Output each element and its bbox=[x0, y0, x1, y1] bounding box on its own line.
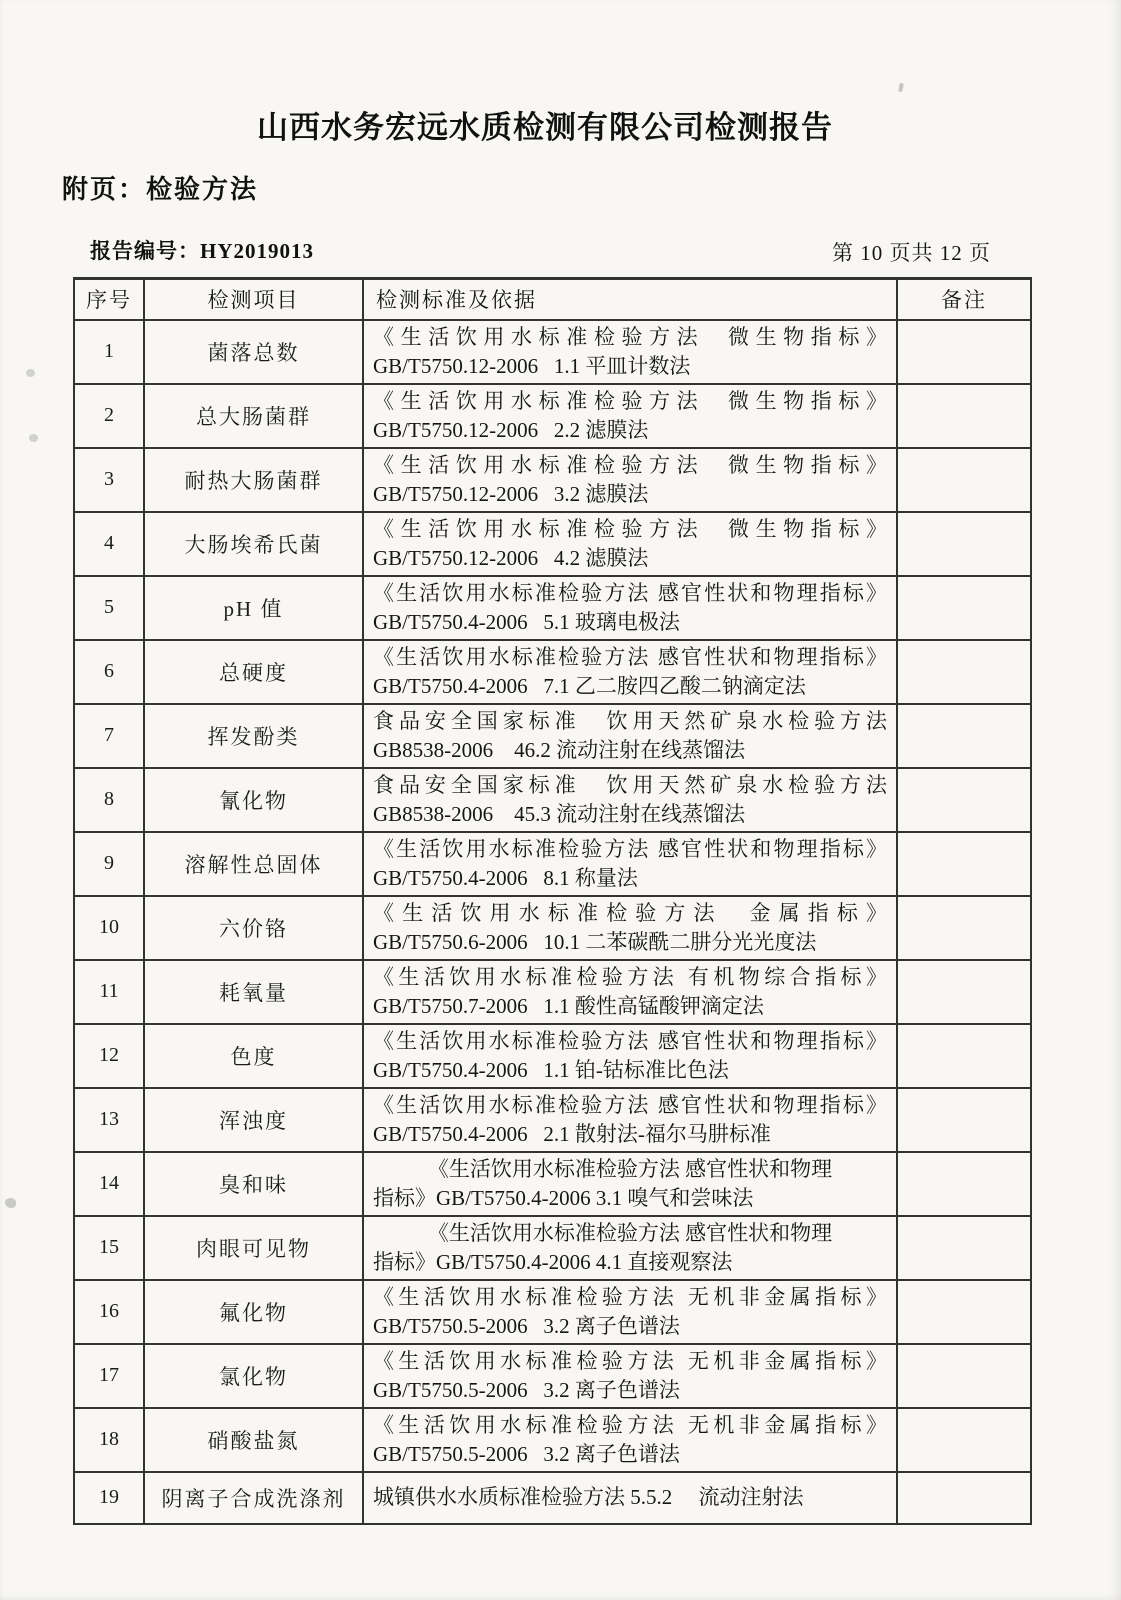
standard-line2: GB/T5750.4-2006 2.1 散射法-福尔马肼标准 bbox=[373, 1121, 771, 1146]
row-number: 9 bbox=[74, 832, 144, 896]
table-row bbox=[74, 1280, 1031, 1344]
scan-speck bbox=[26, 369, 35, 377]
test-item: 硝酸盐氮 bbox=[144, 1408, 363, 1472]
header-item: 检测项目 bbox=[144, 279, 363, 320]
test-standard bbox=[363, 320, 897, 384]
table-row bbox=[74, 576, 1031, 640]
remark-cell bbox=[897, 384, 1031, 448]
test-item: 大肠埃希氏菌 bbox=[144, 512, 363, 576]
header-remark: 备注 bbox=[897, 279, 1031, 320]
header-standard: 检测标准及依据 bbox=[363, 279, 897, 320]
standard-line2: GB/T5750.6-2006 10.1 二苯碳酰二肼分光光度法 bbox=[373, 929, 817, 954]
test-item: 肉眼可见物 bbox=[144, 1216, 363, 1280]
standard-line2: GB8538-2006 45.3 流动注射在线蒸馏法 bbox=[373, 801, 746, 826]
test-standard bbox=[363, 512, 897, 576]
standard-line2: GB8538-2006 46.2 流动注射在线蒸馏法 bbox=[373, 737, 746, 762]
standard-line1: 《生活饮用水标准检验方法 无机非金属指标》 bbox=[373, 1412, 887, 1437]
standard-line2: GB/T5750.5-2006 3.2 离子色谱法 bbox=[373, 1441, 680, 1466]
standard-line1: 《生活饮用水标准检验方法 感官性状和物理指标》 bbox=[373, 1092, 887, 1117]
table-row bbox=[74, 1024, 1031, 1088]
test-standard bbox=[363, 384, 897, 448]
remark-cell bbox=[897, 704, 1031, 768]
standard-line1: 《生活饮用水标准检验方法 金属指标》 bbox=[373, 900, 887, 925]
test-standard bbox=[363, 960, 897, 1024]
page-title: 山西水务宏远水质检测有限公司检测报告 bbox=[257, 110, 833, 145]
standard-line1: 《生活饮用水标准检验方法 感官性状和物理指标》 bbox=[373, 1028, 887, 1053]
test-item: 总硬度 bbox=[144, 640, 363, 704]
row-number: 6 bbox=[74, 640, 144, 704]
standard-line1: 《生活饮用水标准检验方法 无机非金属指标》 bbox=[373, 1284, 887, 1309]
test-standard bbox=[363, 1280, 897, 1344]
test-standard bbox=[363, 1408, 897, 1472]
test-item: pH 值 bbox=[144, 576, 363, 640]
row-number: 8 bbox=[74, 768, 144, 832]
standard-line2: GB/T5750.5-2006 3.2 离子色谱法 bbox=[373, 1377, 680, 1402]
row-number: 7 bbox=[74, 704, 144, 768]
standard-line2: GB/T5750.12-2006 3.2 滤膜法 bbox=[373, 481, 649, 506]
test-item: 菌落总数 bbox=[144, 320, 363, 384]
table-header bbox=[74, 279, 1031, 320]
test-standard bbox=[363, 896, 897, 960]
row-number: 3 bbox=[74, 448, 144, 512]
standard-line2: GB/T5750.4-2006 7.1 乙二胺四乙酸二钠滴定法 bbox=[373, 673, 806, 698]
remark-cell bbox=[897, 576, 1031, 640]
standard-line2: GB/T5750.12-2006 4.2 滤膜法 bbox=[373, 545, 649, 570]
table-row bbox=[74, 768, 1031, 832]
test-standard bbox=[363, 448, 897, 512]
test-standard bbox=[363, 768, 897, 832]
remark-cell bbox=[897, 320, 1031, 384]
header-seq: 序号 bbox=[74, 279, 144, 320]
test-item: 氰化物 bbox=[144, 768, 363, 832]
remark-cell bbox=[897, 1024, 1031, 1088]
remark-cell bbox=[897, 1152, 1031, 1216]
row-number: 4 bbox=[74, 512, 144, 576]
remark-cell bbox=[897, 512, 1031, 576]
scan-speck bbox=[5, 1198, 16, 1208]
test-item: 溶解性总固体 bbox=[144, 832, 363, 896]
row-number: 14 bbox=[74, 1152, 144, 1216]
table-body bbox=[74, 320, 1031, 1524]
standard-line1: 食品安全国家标准 饮用天然矿泉水检验方法 bbox=[373, 708, 887, 733]
test-standard bbox=[363, 704, 897, 768]
report-number bbox=[90, 235, 314, 265]
standard-line2: GB/T5750.5-2006 3.2 离子色谱法 bbox=[373, 1313, 680, 1338]
test-item: 色度 bbox=[144, 1024, 363, 1088]
row-number: 12 bbox=[74, 1024, 144, 1088]
table-row bbox=[74, 832, 1031, 896]
test-item: 六价铬 bbox=[144, 896, 363, 960]
page-indicator: 第 10 页共 12 页 bbox=[832, 241, 991, 265]
table-row bbox=[74, 320, 1031, 384]
table-row bbox=[74, 384, 1031, 448]
remark-cell bbox=[897, 832, 1031, 896]
standard-line2: 指标》GB/T5750.4-2006 3.1 嗅气和尝味法 bbox=[373, 1185, 754, 1210]
standard-line1: 《生活饮用水标准检验方法 有机物综合指标》 bbox=[373, 964, 887, 989]
row-number: 11 bbox=[74, 960, 144, 1024]
standard-line2: 指标》GB/T5750.4-2006 4.1 直接观察法 bbox=[373, 1249, 733, 1274]
table-row bbox=[74, 896, 1031, 960]
test-standard bbox=[363, 1024, 897, 1088]
standard-line1: 《生活饮用水标准检验方法 微生物指标》 bbox=[373, 452, 887, 477]
remark-cell bbox=[897, 1344, 1031, 1408]
standard-line1: 《生活饮用水标准检验方法 微生物指标》 bbox=[373, 516, 887, 541]
table-row bbox=[74, 1408, 1031, 1472]
standard-line1: 《生活饮用水标准检验方法 微生物指标》 bbox=[373, 324, 887, 349]
report-meta-row bbox=[0, 235, 1121, 263]
table-row bbox=[74, 640, 1031, 704]
table-row bbox=[74, 960, 1031, 1024]
standard-line1: 《生活饮用水标准检验方法 感官性状和物理指标》 bbox=[373, 644, 887, 669]
row-number: 19 bbox=[74, 1472, 144, 1524]
remark-cell bbox=[897, 1408, 1031, 1472]
table-row bbox=[74, 1344, 1031, 1408]
test-standard bbox=[363, 1472, 897, 1524]
standard-line1: 《生活饮用水标准检验方法 微生物指标》 bbox=[373, 388, 887, 413]
standard-line2: GB/T5750.7-2006 1.1 酸性高锰酸钾滴定法 bbox=[373, 993, 764, 1018]
table-row bbox=[74, 1152, 1031, 1216]
standard-line2: GB/T5750.4-2006 5.1 玻璃电极法 bbox=[373, 609, 680, 634]
row-number: 2 bbox=[74, 384, 144, 448]
standard-line2: GB/T5750.12-2006 2.2 滤膜法 bbox=[373, 417, 649, 442]
report-number-value: HY2019013 bbox=[200, 239, 314, 263]
table-row bbox=[74, 512, 1031, 576]
row-number: 16 bbox=[74, 1280, 144, 1344]
row-number: 18 bbox=[74, 1408, 144, 1472]
standard-line2: GB/T5750.4-2006 8.1 称量法 bbox=[373, 865, 638, 890]
test-item: 耐热大肠菌群 bbox=[144, 448, 363, 512]
standard-line1: 城镇供水水质标准检验方法 5.5.2 流动注射法 bbox=[373, 1485, 804, 1509]
standard-line2: GB/T5750.12-2006 1.1 平皿计数法 bbox=[373, 353, 691, 378]
table-row bbox=[74, 1472, 1031, 1524]
test-standard bbox=[363, 832, 897, 896]
row-number: 15 bbox=[74, 1216, 144, 1280]
test-item: 浑浊度 bbox=[144, 1088, 363, 1152]
standard-line1: 《生活饮用水标准检验方法 感官性状和物理指标》 bbox=[373, 836, 887, 861]
remark-cell bbox=[897, 1472, 1031, 1524]
scan-speck bbox=[29, 434, 38, 442]
methods-table bbox=[73, 277, 1032, 1525]
row-number: 5 bbox=[74, 576, 144, 640]
standard-line1: 《生活饮用水标准检验方法 感官性状和物理 bbox=[427, 1156, 833, 1181]
test-item: 臭和味 bbox=[144, 1152, 363, 1216]
table-row bbox=[74, 704, 1031, 768]
report-number-label: 报告编号： bbox=[90, 240, 200, 263]
remark-cell bbox=[897, 448, 1031, 512]
remark-cell bbox=[897, 1088, 1031, 1152]
table-row bbox=[74, 1088, 1031, 1152]
remark-cell bbox=[897, 1216, 1031, 1280]
standard-line1: 《生活饮用水标准检验方法 感官性状和物理 bbox=[427, 1220, 833, 1245]
test-item: 氟化物 bbox=[144, 1280, 363, 1344]
test-standard bbox=[363, 1344, 897, 1408]
page-subtitle: 附页：检验方法 bbox=[62, 174, 259, 204]
test-standard bbox=[363, 640, 897, 704]
standard-line1: 食品安全国家标准 饮用天然矿泉水检验方法 bbox=[373, 772, 887, 797]
standard-line1: 《生活饮用水标准检验方法 无机非金属指标》 bbox=[373, 1348, 887, 1373]
remark-cell bbox=[897, 1280, 1031, 1344]
remark-cell bbox=[897, 768, 1031, 832]
table-row bbox=[74, 1216, 1031, 1280]
standard-line1: 《生活饮用水标准检验方法 感官性状和物理指标》 bbox=[373, 580, 887, 605]
test-standard bbox=[363, 576, 897, 640]
remark-cell bbox=[897, 640, 1031, 704]
test-item: 耗氧量 bbox=[144, 960, 363, 1024]
row-number: 17 bbox=[74, 1344, 144, 1408]
row-number: 13 bbox=[74, 1088, 144, 1152]
remark-cell bbox=[897, 896, 1031, 960]
table-row bbox=[74, 448, 1031, 512]
test-item: 阴离子合成洗涤剂 bbox=[144, 1472, 363, 1524]
row-number: 10 bbox=[74, 896, 144, 960]
test-standard bbox=[363, 1152, 897, 1216]
test-standard bbox=[363, 1216, 897, 1280]
row-number: 1 bbox=[74, 320, 144, 384]
standard-line2: GB/T5750.4-2006 1.1 铂-钴标准比色法 bbox=[373, 1057, 729, 1082]
test-item: 氯化物 bbox=[144, 1344, 363, 1408]
test-standard bbox=[363, 1088, 897, 1152]
test-item: 总大肠菌群 bbox=[144, 384, 363, 448]
scan-speck bbox=[898, 83, 904, 93]
remark-cell bbox=[897, 960, 1031, 1024]
test-item: 挥发酚类 bbox=[144, 704, 363, 768]
